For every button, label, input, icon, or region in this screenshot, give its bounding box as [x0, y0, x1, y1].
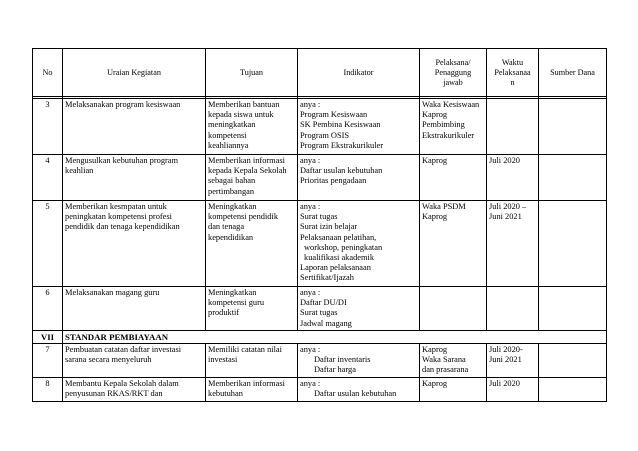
cell-uraian-line: peningkatan kompetensi profesi [65, 212, 172, 222]
header-tujuan: Tujuan [206, 49, 298, 97]
cell-indikator-line: Daftar usulan kebutuhan [300, 166, 383, 176]
cell-waktu [487, 155, 539, 201]
cell-pelaksana [420, 99, 487, 155]
section-row [33, 330, 607, 343]
cell-waktu-line: Juli 2020- [489, 345, 523, 355]
cell-tujuan-line: Memberikan informasi [208, 156, 285, 165]
cell-waktu [487, 344, 539, 378]
table-row [33, 377, 607, 401]
cell-indikator-line: Surat tugas [300, 212, 338, 222]
cell-pelaksana-line: Ekstrakurikuler [422, 130, 475, 140]
cell-uraian-line: keahlian [65, 166, 94, 176]
cell-waktu [487, 287, 539, 331]
cell-uraian-line: Pembuatan catatan daftar investasi [65, 345, 182, 355]
cell-tujuan-line: investasi [208, 355, 238, 365]
cell-indikator-line: Pelaksanaan pelatihan, [300, 232, 377, 242]
cell-tujuan [206, 201, 298, 287]
cell-tujuan-line: Memberikan bantuan [208, 100, 280, 109]
cell-tujuan [206, 99, 298, 155]
cell-pelaksana [420, 201, 487, 287]
cell-tujuan-line: kependidikan [208, 232, 254, 242]
cell-pelaksana-line: Kaprog [422, 212, 448, 222]
header-row [33, 49, 607, 97]
cell-waktu-line: Juli 2020 [489, 156, 520, 165]
cell-indikator-line: Surat tugas [300, 308, 338, 318]
cell-tujuan-line: kepada Kepala Sekolah [208, 166, 287, 176]
cell-indikator-line: anya : [300, 202, 321, 211]
cell-pelaksana [420, 155, 487, 201]
cell-tujuan-line: sebagai bahan [208, 176, 256, 186]
header-pelaksana: Pelaksana/ Penaggung jawab [420, 49, 487, 97]
table-row [33, 99, 607, 155]
cell-uraian [63, 201, 206, 287]
cell-pelaksana [420, 344, 487, 378]
cell-pelaksana [420, 377, 487, 401]
cell-indikator [298, 377, 420, 401]
cell-sumber-dana [539, 99, 607, 155]
cell-pelaksana-line: Waka Kesiswaan [422, 100, 480, 109]
cell-uraian-line: pendidik dan tenaga kependidikan [65, 222, 180, 232]
cell-indikator-line: Daftar usulan kebutuhan [314, 388, 397, 398]
cell-tujuan-line: produktif [208, 308, 240, 318]
cell-waktu [487, 99, 539, 155]
cell-indikator-line: Daftar harga [314, 365, 356, 375]
header-uraian: Uraian Kegiatan [63, 49, 206, 97]
cell-tujuan [206, 155, 298, 201]
header-indikator: Indikator [298, 49, 420, 97]
cell-waktu-line: Juli 2020 [489, 378, 520, 388]
cell-indikator [298, 201, 420, 287]
cell-indikator-line: SK Pembina Kesiswaan [300, 120, 381, 130]
cell-waktu-line: Juli 2020 – [489, 202, 527, 211]
cell-tujuan-line: keahliannya [208, 140, 249, 150]
cell-tujuan [206, 287, 298, 331]
table-row [33, 155, 607, 201]
cell-tujuan-line: Memiliki catatan nilai [208, 345, 282, 355]
cell-pelaksana-line: Kaprog [422, 378, 448, 388]
header-waktu: Waktu Pelaksanaa n [487, 49, 539, 97]
activity-table [32, 48, 607, 402]
cell-indikator-line: Program Kesiswaan [300, 110, 368, 120]
cell-indikator-line: Daftar DU/DI [300, 298, 347, 308]
cell-uraian-line: Melaksanakan program kesiswaan [65, 100, 181, 109]
header-no: No [33, 49, 63, 97]
table-row [33, 344, 607, 378]
cell-tujuan-line: kompetensi [208, 130, 247, 140]
cell-no: 6 [33, 287, 63, 331]
cell-tujuan-line: pertimbangan [208, 186, 255, 196]
cell-tujuan-line: Memberikan informasi [208, 378, 285, 388]
cell-indikator-line: anya : [300, 288, 321, 297]
cell-tujuan [206, 377, 298, 401]
cell-indikator-line: Surat izin belajar [300, 222, 358, 232]
cell-pelaksana-line: Kaprog [422, 345, 448, 355]
cell-no: 5 [33, 201, 63, 287]
cell-pelaksana-line: Waka Sarana [422, 355, 466, 365]
cell-tujuan-line: kepada siswa untuk [208, 110, 274, 120]
cell-waktu [487, 377, 539, 401]
cell-uraian-line: Memberikan kesmpatan untuk [65, 202, 167, 211]
cell-indikator-line: anya : [300, 345, 321, 355]
cell-pelaksana-line: Waka PSDM [422, 202, 466, 211]
cell-tujuan-line: kompetensi pendidik [208, 212, 279, 222]
section-title: STANDAR PEMBIAYAAN [63, 330, 607, 343]
cell-indikator-line: anya : [300, 100, 321, 109]
cell-no: 8 [33, 377, 63, 401]
cell-indikator [298, 99, 420, 155]
cell-pelaksana-line: Kaprog [422, 156, 448, 165]
cell-indikator-line: Program OSIS [300, 130, 350, 140]
cell-pelaksana-line: dan prasarana [422, 365, 469, 375]
cell-sumber-dana [539, 201, 607, 287]
cell-pelaksana-line: Kaprog [422, 110, 448, 120]
table-row [33, 287, 607, 331]
cell-no: 3 [33, 99, 63, 155]
cell-indikator [298, 287, 420, 331]
cell-indikator-line: Daftar inventaris [314, 355, 371, 365]
cell-uraian [63, 287, 206, 331]
cell-sumber-dana [539, 377, 607, 401]
cell-tujuan-line: dan tenaga [208, 222, 245, 232]
cell-uraian-line: penyusunan RKAS/RKT dan [65, 388, 163, 398]
cell-waktu [487, 201, 539, 287]
cell-tujuan-line: kebutuhan [208, 388, 243, 398]
cell-indikator-line: kualifikasi akademik [304, 253, 375, 263]
cell-indikator-line: anya : [300, 156, 321, 165]
cell-no: 4 [33, 155, 63, 201]
cell-indikator [298, 344, 420, 378]
cell-indikator-line: anya : [300, 378, 321, 388]
header-sumber-dana: Sumber Dana [539, 49, 607, 97]
cell-waktu-line: Juni 2021 [489, 355, 522, 365]
cell-indikator-line: Jadwal magang [300, 318, 352, 328]
cell-tujuan-line: Meningkatkan [208, 202, 257, 211]
cell-pelaksana-line: Pembimbing [422, 120, 465, 130]
cell-tujuan [206, 344, 298, 378]
cell-tujuan-line: meningkatkan [208, 120, 256, 130]
cell-uraian [63, 344, 206, 378]
cell-uraian-line: Mengusulkan kebutuhan program [65, 156, 179, 165]
cell-indikator [298, 155, 420, 201]
cell-indikator-line: Laporan pelaksanaan [300, 263, 371, 273]
cell-sumber-dana [539, 344, 607, 378]
section-no: VII [33, 330, 63, 343]
cell-indikator-line: Prioritas pengadaan [300, 176, 367, 186]
cell-uraian-line: sarana secara menyeluruh [65, 355, 152, 365]
cell-pelaksana [420, 287, 487, 331]
cell-uraian-line: Melaksanakan magang guru [65, 288, 160, 297]
cell-sumber-dana [539, 287, 607, 331]
table-row [33, 201, 607, 287]
cell-indikator-line: workshop, peningkatan [304, 242, 383, 252]
cell-uraian [63, 377, 206, 401]
cell-indikator-line: Sertifikat/Ijazah [300, 273, 354, 283]
cell-indikator-line: Program Ekstrakurikuler [300, 140, 384, 150]
cell-tujuan-line: Meningkatkan [208, 288, 257, 297]
cell-uraian [63, 99, 206, 155]
cell-uraian-line: Membantu Kepala Sekolah dalam [65, 378, 179, 388]
cell-no: 7 [33, 344, 63, 378]
cell-sumber-dana [539, 155, 607, 201]
cell-waktu-line: Juni 2021 [489, 212, 522, 222]
cell-uraian [63, 155, 206, 201]
cell-tujuan-line: kompetensi guru [208, 298, 265, 308]
